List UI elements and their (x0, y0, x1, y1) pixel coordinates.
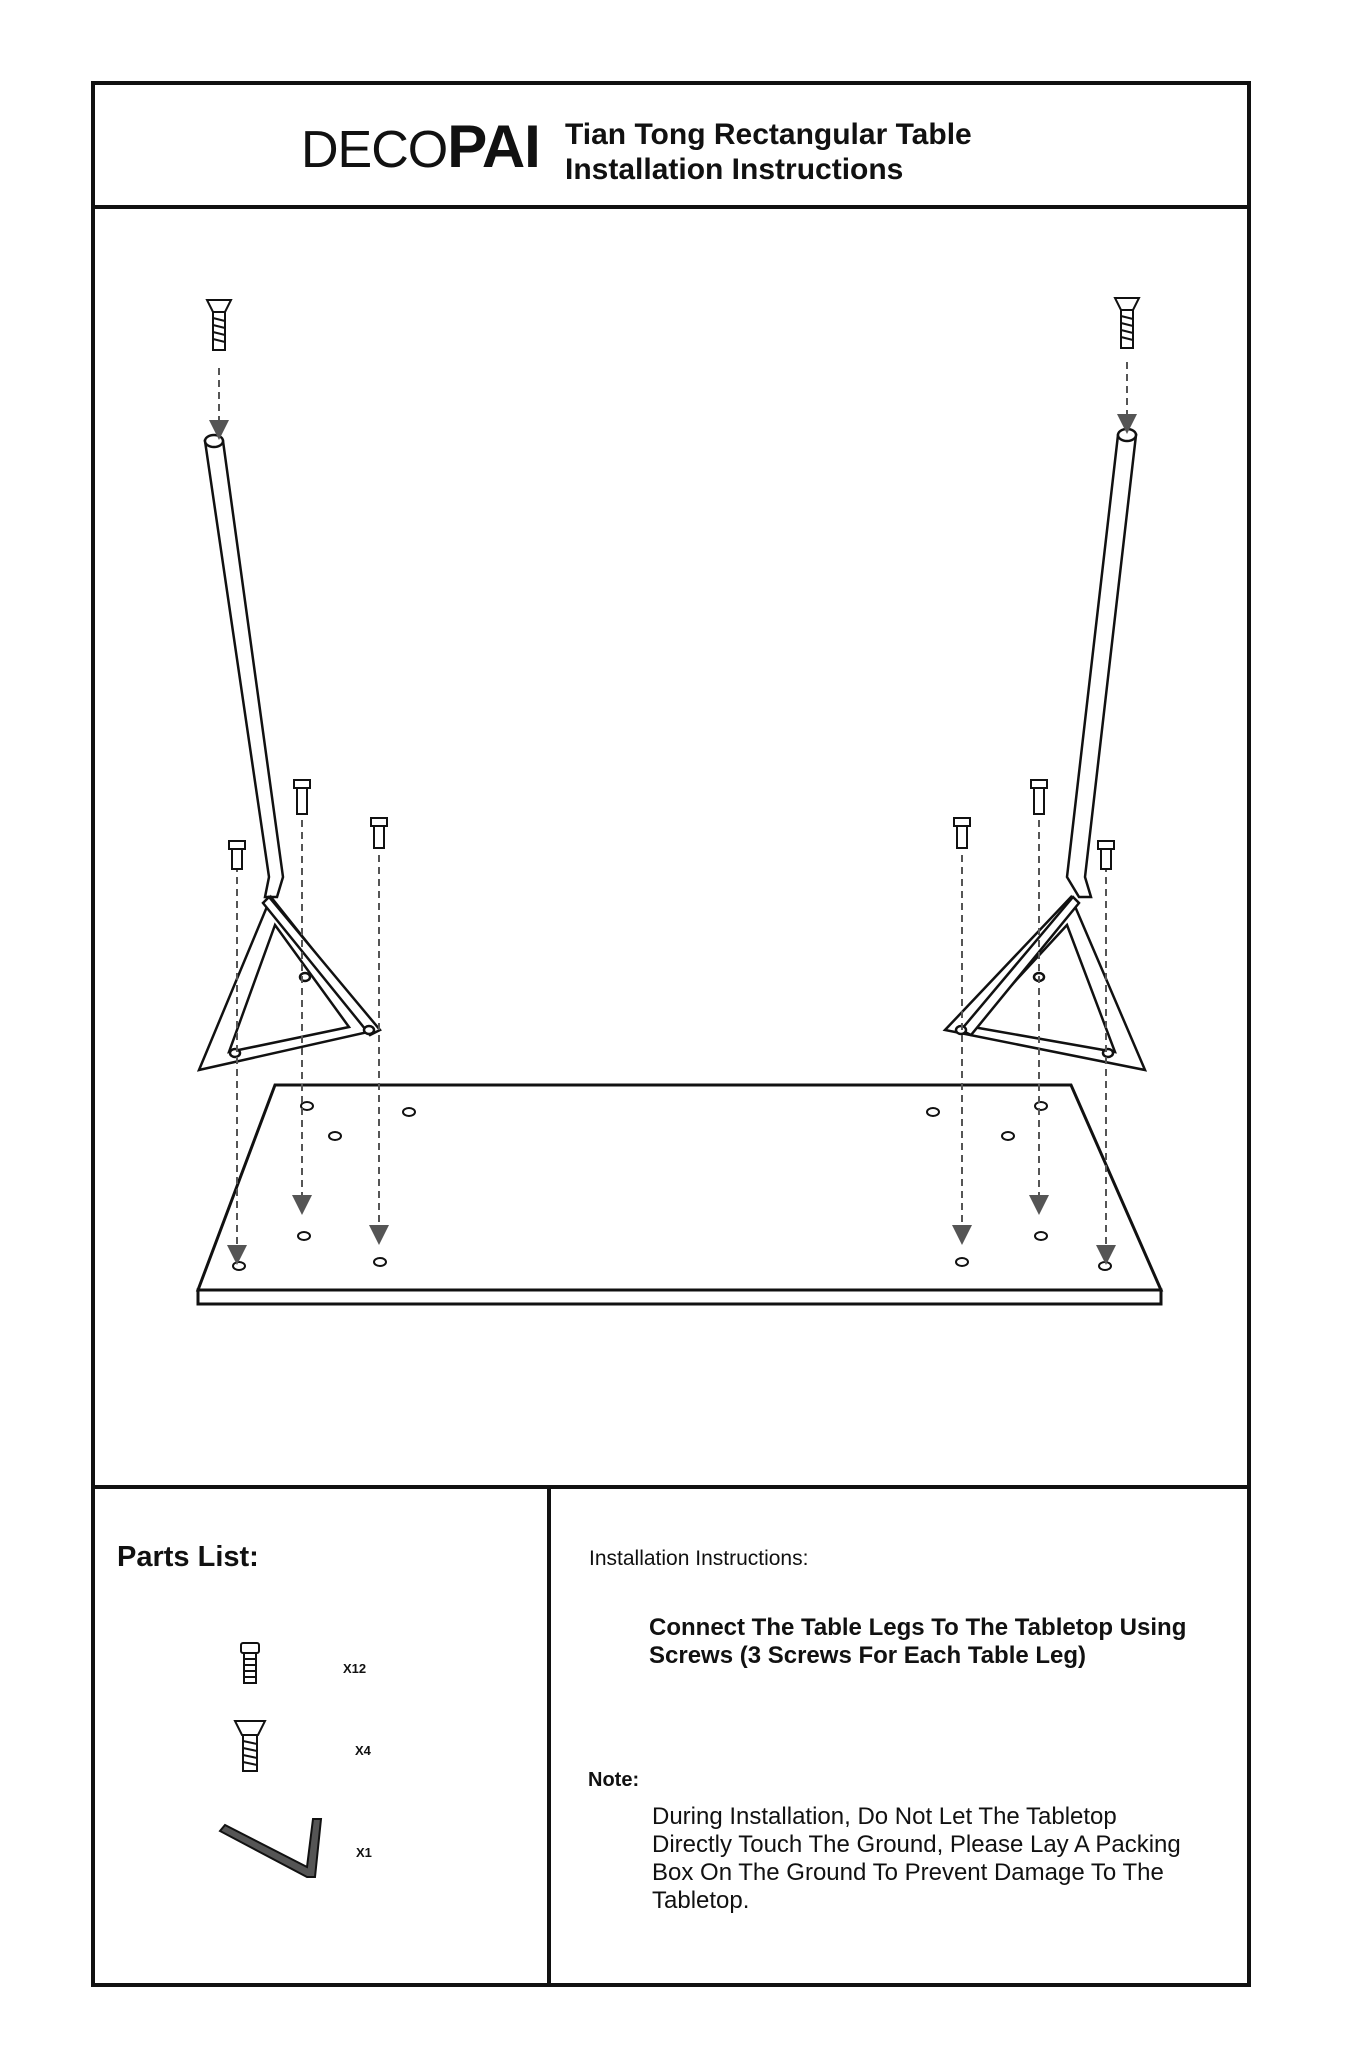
wood-screw-icon (207, 298, 1139, 350)
bottom-panel (95, 1485, 1247, 1987)
quantity-machine-screw: X12 (343, 1661, 367, 1676)
wood-screw-icon (235, 1721, 265, 1771)
title-line-2: Installation Instructions (565, 153, 904, 186)
instruction-sheet (91, 81, 1251, 1987)
placement-arrows (219, 362, 1127, 1255)
note-text: During Installation, Do Not Let The Tabletop Directly Touch The Ground, Please Lay A Packing Box On The Ground To Prevent Damage To The Tabletop. (652, 1803, 1181, 1914)
table-leg-right (945, 429, 1145, 1070)
installation-step-text: Connect The Table Legs To The Tabletop Using Screws (3 Screws For Each Table Leg) (649, 1614, 1187, 1669)
table-leg-left (199, 435, 380, 1070)
installation-label: Installation Instructions: (589, 1547, 809, 1570)
note-label: Note: (588, 1769, 640, 1791)
quantity-allen-key: X1 (356, 1845, 372, 1860)
tabletop (198, 1085, 1161, 1304)
panel-divider (547, 1489, 551, 1987)
logo-pai-text: PAI (447, 113, 540, 180)
parts-list-icons (95, 1489, 547, 1991)
machine-screw-icon (241, 1643, 259, 1683)
parts-list-title: Parts List: (117, 1541, 259, 1573)
machine-screw-icon (229, 780, 1114, 869)
title-line-1: Tian Tong Rectangular Table (565, 118, 972, 151)
tabletop-holes (233, 1102, 1111, 1270)
assembly-drawing (95, 85, 1247, 1485)
logo-deco-text: DECO (301, 121, 448, 179)
allen-key-icon (220, 1819, 321, 1877)
quantity-wood-screw: X4 (355, 1743, 371, 1758)
